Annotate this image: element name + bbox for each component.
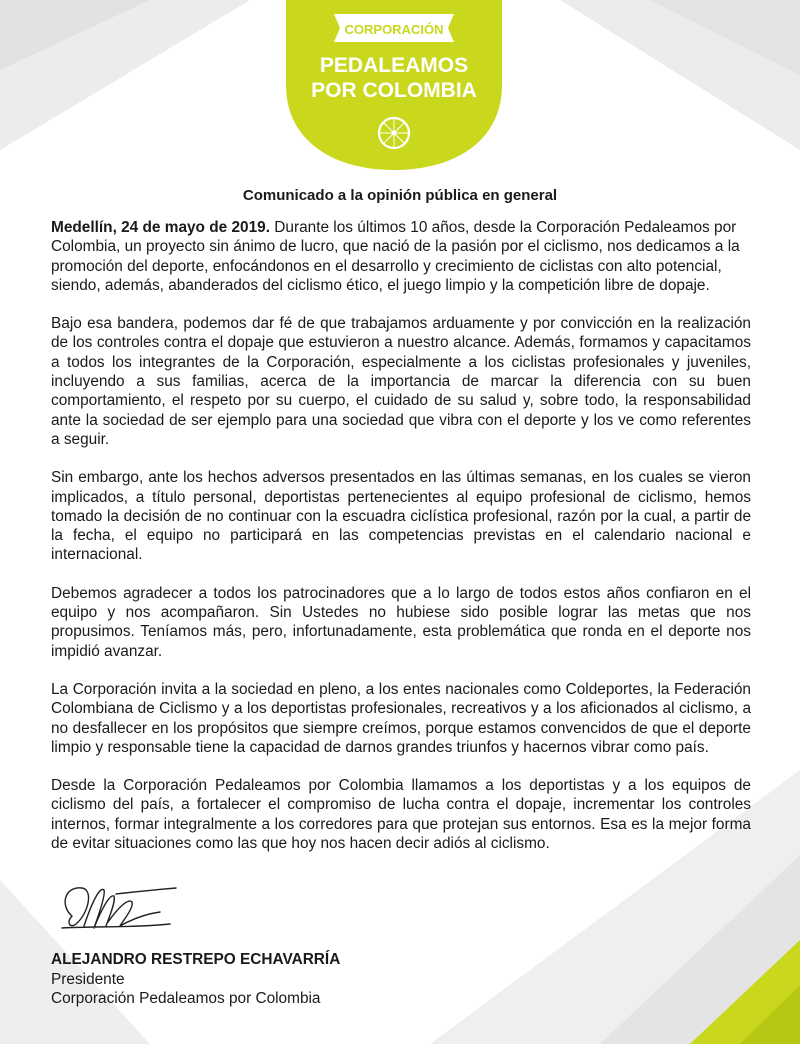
paragraph-6: Desde la Corporación Pedaleamos por Colombia llamamos a los deportistas y a los equipos de ciclismo del país, a fortalecer el compromiso de lucha contra el dopaje, incrementar los controles internos, formar integralmente a los corredores para que protejan sus entornos. Esa es la mejor forma de evitar situaciones como las que hoy nos hacen decir adiós al ciclismo. bbox=[51, 777, 751, 853]
signer-org: Corporación Pedaleamos por Colombia bbox=[51, 990, 321, 1007]
paragraph-4: Debemos agradecer a todos los patrocinadores que a lo largo de todos estos años confiaron en el equipo y nos acompañaron. Sin Ustedes no hubiese sido posible lograr las metas que nos propusimos. Teníamos más, pero, infortunadamente, esta problemática que ronda en el deporte nos impidió avanzar. bbox=[51, 584, 751, 660]
logo-line1: PEDALEAMOS bbox=[319, 54, 469, 77]
paragraph-1 bbox=[51, 218, 751, 295]
paragraph-5: La Corporación invita a la sociedad en pleno, a los entes nacionales como Coldeportes, la Federación Colombiana de Ciclismo y a los deportistas profesionales, recreativos y a los aficionados al ciclismo, a no desfallecer en los propósitos que siempre creímos, porque estamos convencidos de que el deporte limpio y responsable tiene la capacidad de darnos grandes triunfos y hacernos vibrar como país. bbox=[51, 680, 751, 756]
document-title: Comunicado a la opinión pública en general bbox=[242, 187, 558, 204]
document-body bbox=[51, 218, 751, 872]
bicycle-wheel-icon bbox=[379, 118, 409, 148]
corporation-logo bbox=[286, 0, 502, 170]
paragraph-text: Durante los últimos 10 años, desde la Corporación Pedaleamos por Colombia, un proyecto sin ánimo de lucro, que nació de la pasión por el ciclismo, nos dedicamos a la promoción del deporte, enfocándonos en el desarrollo y crecimiento de ciclistas con alto potencial, siendo, además, abanderados del ciclismo ético, el juego limpio y la competición libre de dopaje. bbox=[51, 219, 740, 294]
signer-role: Presidente bbox=[51, 970, 125, 988]
paragraph-2: Bajo esa bandera, podemos dar fé de que trabajamos arduamente y por convicción en la realización de los controles contra el dopaje que estuvieron a nuestro alcance. Además, formamos y capacitamos a todos los integrantes de la Corporación, especialmente a los ciclistas profesionales y juveniles, incluyendo a sus familias, acerca de la importancia de marcar la diferencia con su buen comportamiento, el respeto por su cuerpo, el cuidado de su salud y, sobre todo, la responsabilidad ante la sociedad de ser ejemplo para una sociedad que vibra con el deporte y los ve como referentes a seguir. bbox=[51, 315, 751, 448]
signer-name: ALEJANDRO RESTREPO ECHAVARRÍA bbox=[51, 951, 341, 968]
paragraph-lead: Medellín, 24 de mayo de 2019. bbox=[51, 219, 270, 236]
paragraph-3: Sin embargo, ante los hechos adversos presentados en las últimas semanas, en los cuales se vieron implicados, a título personal, deportistas pertenecientes al equipo profesional de ciclismo, hemos tomado la decisión de no continuar con la escuadra ciclística profesional, razón por la cual, a partir de la fecha, el equipo no participará en las competencias previstas en el calendario nacional e internacional. bbox=[51, 469, 751, 564]
logo-top-label: CORPORACIÓN bbox=[344, 22, 444, 37]
logo-line2: POR COLOMBIA bbox=[311, 79, 477, 102]
signer-block bbox=[51, 950, 340, 1009]
handwritten-signature bbox=[42, 866, 192, 948]
